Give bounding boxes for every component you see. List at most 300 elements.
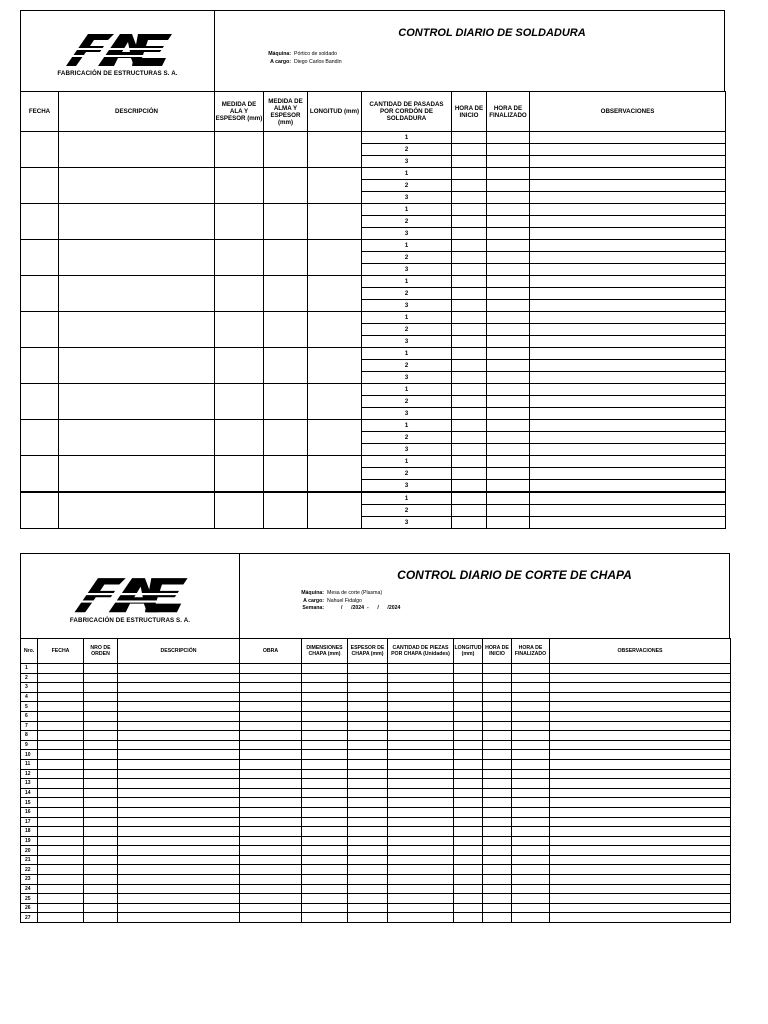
- entry-cell[interactable]: [38, 807, 84, 817]
- entry-cell[interactable]: [118, 740, 240, 750]
- entry-cell[interactable]: [530, 204, 726, 216]
- entry-cell[interactable]: [483, 846, 512, 856]
- entry-cell[interactable]: [388, 750, 454, 760]
- entry-cell[interactable]: [118, 798, 240, 808]
- entry-cell[interactable]: [487, 312, 530, 324]
- entry-cell[interactable]: [487, 156, 530, 168]
- entry-cell[interactable]: [483, 913, 512, 923]
- entry-cell[interactable]: [38, 750, 84, 760]
- entry-cell[interactable]: [21, 456, 59, 493]
- entry-cell[interactable]: [59, 384, 215, 420]
- entry-cell[interactable]: [483, 711, 512, 721]
- entry-cell[interactable]: [388, 731, 454, 741]
- entry-cell[interactable]: [483, 779, 512, 789]
- entry-cell[interactable]: [308, 384, 362, 420]
- entry-cell[interactable]: [512, 827, 550, 837]
- entry-cell[interactable]: [452, 312, 487, 324]
- entry-cell[interactable]: [487, 300, 530, 312]
- entry-cell[interactable]: [118, 721, 240, 731]
- entry-cell[interactable]: [512, 673, 550, 683]
- entry-cell[interactable]: [483, 692, 512, 702]
- entry-cell[interactable]: [487, 372, 530, 384]
- entry-cell[interactable]: [38, 827, 84, 837]
- entry-cell[interactable]: [483, 894, 512, 904]
- entry-cell[interactable]: [550, 798, 731, 808]
- entry-cell[interactable]: [487, 492, 530, 505]
- entry-cell[interactable]: [388, 711, 454, 721]
- entry-cell[interactable]: [454, 769, 483, 779]
- entry-cell[interactable]: [118, 759, 240, 769]
- entry-cell[interactable]: [38, 894, 84, 904]
- entry-cell[interactable]: [59, 312, 215, 348]
- entry-cell[interactable]: [550, 807, 731, 817]
- entry-cell[interactable]: [388, 798, 454, 808]
- entry-cell[interactable]: [264, 276, 308, 312]
- entry-cell[interactable]: [512, 894, 550, 904]
- entry-cell[interactable]: [454, 779, 483, 789]
- entry-cell[interactable]: [302, 711, 348, 721]
- entry-cell[interactable]: [483, 740, 512, 750]
- entry-cell[interactable]: [512, 836, 550, 846]
- entry-cell[interactable]: [388, 683, 454, 693]
- entry-cell[interactable]: [240, 913, 302, 923]
- entry-cell[interactable]: [530, 336, 726, 348]
- entry-cell[interactable]: [512, 865, 550, 875]
- entry-cell[interactable]: [264, 168, 308, 204]
- entry-cell[interactable]: [302, 683, 348, 693]
- entry-cell[interactable]: [530, 276, 726, 288]
- entry-cell[interactable]: [84, 759, 118, 769]
- entry-cell[interactable]: [348, 731, 388, 741]
- entry-cell[interactable]: [530, 324, 726, 336]
- entry-cell[interactable]: [483, 855, 512, 865]
- entry-cell[interactable]: [38, 779, 84, 789]
- entry-cell[interactable]: [38, 673, 84, 683]
- entry-cell[interactable]: [84, 702, 118, 712]
- entry-cell[interactable]: [240, 702, 302, 712]
- entry-cell[interactable]: [302, 836, 348, 846]
- entry-cell[interactable]: [59, 168, 215, 204]
- entry-cell[interactable]: [487, 468, 530, 480]
- entry-cell[interactable]: [550, 664, 731, 674]
- entry-cell[interactable]: [512, 779, 550, 789]
- entry-cell[interactable]: [530, 360, 726, 372]
- entry-cell[interactable]: [215, 168, 264, 204]
- entry-cell[interactable]: [512, 798, 550, 808]
- entry-cell[interactable]: [348, 807, 388, 817]
- entry-cell[interactable]: [530, 505, 726, 517]
- entry-cell[interactable]: [388, 865, 454, 875]
- entry-cell[interactable]: [388, 846, 454, 856]
- entry-cell[interactable]: [452, 408, 487, 420]
- entry-cell[interactable]: [84, 750, 118, 760]
- entry-cell[interactable]: [487, 240, 530, 252]
- entry-cell[interactable]: [348, 855, 388, 865]
- entry-cell[interactable]: [308, 132, 362, 168]
- entry-cell[interactable]: [118, 779, 240, 789]
- entry-cell[interactable]: [302, 807, 348, 817]
- entry-cell[interactable]: [240, 807, 302, 817]
- entry-cell[interactable]: [483, 750, 512, 760]
- entry-cell[interactable]: [240, 759, 302, 769]
- entry-cell[interactable]: [388, 692, 454, 702]
- entry-cell[interactable]: [308, 168, 362, 204]
- entry-cell[interactable]: [215, 132, 264, 168]
- entry-cell[interactable]: [452, 132, 487, 144]
- entry-cell[interactable]: [530, 348, 726, 360]
- entry-cell[interactable]: [118, 664, 240, 674]
- entry-cell[interactable]: [348, 702, 388, 712]
- entry-cell[interactable]: [215, 312, 264, 348]
- entry-cell[interactable]: [240, 827, 302, 837]
- entry-cell[interactable]: [452, 192, 487, 204]
- entry-cell[interactable]: [21, 348, 59, 384]
- entry-cell[interactable]: [84, 788, 118, 798]
- entry-cell[interactable]: [302, 779, 348, 789]
- entry-cell[interactable]: [483, 817, 512, 827]
- entry-cell[interactable]: [38, 836, 84, 846]
- entry-cell[interactable]: [530, 420, 726, 432]
- entry-cell[interactable]: [530, 396, 726, 408]
- entry-cell[interactable]: [84, 836, 118, 846]
- entry-cell[interactable]: [388, 740, 454, 750]
- entry-cell[interactable]: [483, 903, 512, 913]
- entry-cell[interactable]: [118, 711, 240, 721]
- entry-cell[interactable]: [264, 348, 308, 384]
- entry-cell[interactable]: [84, 807, 118, 817]
- entry-cell[interactable]: [530, 312, 726, 324]
- entry-cell[interactable]: [264, 204, 308, 240]
- entry-cell[interactable]: [487, 252, 530, 264]
- entry-cell[interactable]: [38, 855, 84, 865]
- entry-cell[interactable]: [512, 875, 550, 885]
- entry-cell[interactable]: [452, 240, 487, 252]
- entry-cell[interactable]: [118, 817, 240, 827]
- entry-cell[interactable]: [388, 827, 454, 837]
- entry-cell[interactable]: [38, 683, 84, 693]
- entry-cell[interactable]: [530, 372, 726, 384]
- entry-cell[interactable]: [487, 396, 530, 408]
- entry-cell[interactable]: [487, 444, 530, 456]
- entry-cell[interactable]: [530, 264, 726, 276]
- entry-cell[interactable]: [530, 517, 726, 529]
- entry-cell[interactable]: [21, 132, 59, 168]
- entry-cell[interactable]: [454, 702, 483, 712]
- entry-cell[interactable]: [118, 731, 240, 741]
- entry-cell[interactable]: [118, 750, 240, 760]
- entry-cell[interactable]: [240, 836, 302, 846]
- entry-cell[interactable]: [240, 798, 302, 808]
- entry-cell[interactable]: [487, 505, 530, 517]
- entry-cell[interactable]: [308, 276, 362, 312]
- entry-cell[interactable]: [84, 913, 118, 923]
- entry-cell[interactable]: [483, 788, 512, 798]
- entry-cell[interactable]: [21, 168, 59, 204]
- entry-cell[interactable]: [308, 240, 362, 276]
- entry-cell[interactable]: [348, 798, 388, 808]
- entry-cell[interactable]: [302, 817, 348, 827]
- entry-cell[interactable]: [348, 817, 388, 827]
- entry-cell[interactable]: [550, 769, 731, 779]
- entry-cell[interactable]: [348, 740, 388, 750]
- entry-cell[interactable]: [240, 692, 302, 702]
- entry-cell[interactable]: [84, 692, 118, 702]
- entry-cell[interactable]: [512, 759, 550, 769]
- entry-cell[interactable]: [302, 913, 348, 923]
- entry-cell[interactable]: [59, 456, 215, 493]
- entry-cell[interactable]: [487, 204, 530, 216]
- entry-cell[interactable]: [21, 276, 59, 312]
- entry-cell[interactable]: [348, 673, 388, 683]
- entry-cell[interactable]: [483, 769, 512, 779]
- entry-cell[interactable]: [348, 865, 388, 875]
- entry-cell[interactable]: [388, 664, 454, 674]
- entry-cell[interactable]: [454, 807, 483, 817]
- entry-cell[interactable]: [21, 312, 59, 348]
- entry-cell[interactable]: [118, 836, 240, 846]
- entry-cell[interactable]: [512, 721, 550, 731]
- entry-cell[interactable]: [388, 817, 454, 827]
- entry-cell[interactable]: [302, 702, 348, 712]
- entry-cell[interactable]: [388, 875, 454, 885]
- entry-cell[interactable]: [84, 865, 118, 875]
- entry-cell[interactable]: [512, 711, 550, 721]
- entry-cell[interactable]: [215, 384, 264, 420]
- entry-cell[interactable]: [452, 252, 487, 264]
- entry-cell[interactable]: [452, 144, 487, 156]
- entry-cell[interactable]: [38, 711, 84, 721]
- entry-cell[interactable]: [512, 817, 550, 827]
- entry-cell[interactable]: [84, 673, 118, 683]
- entry-cell[interactable]: [454, 827, 483, 837]
- entry-cell[interactable]: [454, 664, 483, 674]
- entry-cell[interactable]: [118, 692, 240, 702]
- entry-cell[interactable]: [38, 692, 84, 702]
- entry-cell[interactable]: [348, 788, 388, 798]
- entry-cell[interactable]: [240, 683, 302, 693]
- entry-cell[interactable]: [59, 240, 215, 276]
- entry-cell[interactable]: [240, 721, 302, 731]
- entry-cell[interactable]: [454, 711, 483, 721]
- entry-cell[interactable]: [512, 683, 550, 693]
- entry-cell[interactable]: [530, 468, 726, 480]
- entry-cell[interactable]: [512, 884, 550, 894]
- entry-cell[interactable]: [118, 903, 240, 913]
- entry-cell[interactable]: [487, 144, 530, 156]
- entry-cell[interactable]: [454, 759, 483, 769]
- entry-cell[interactable]: [530, 300, 726, 312]
- entry-cell[interactable]: [21, 240, 59, 276]
- entry-cell[interactable]: [550, 759, 731, 769]
- entry-cell[interactable]: [38, 769, 84, 779]
- entry-cell[interactable]: [302, 673, 348, 683]
- entry-cell[interactable]: [454, 692, 483, 702]
- entry-cell[interactable]: [550, 865, 731, 875]
- entry-cell[interactable]: [240, 769, 302, 779]
- entry-cell[interactable]: [308, 312, 362, 348]
- entry-cell[interactable]: [38, 664, 84, 674]
- entry-cell[interactable]: [348, 769, 388, 779]
- entry-cell[interactable]: [483, 827, 512, 837]
- entry-cell[interactable]: [512, 807, 550, 817]
- entry-cell[interactable]: [452, 396, 487, 408]
- entry-cell[interactable]: [512, 664, 550, 674]
- entry-cell[interactable]: [550, 702, 731, 712]
- entry-cell[interactable]: [454, 846, 483, 856]
- entry-cell[interactable]: [84, 683, 118, 693]
- entry-cell[interactable]: [483, 807, 512, 817]
- entry-cell[interactable]: [302, 750, 348, 760]
- entry-cell[interactable]: [38, 884, 84, 894]
- entry-cell[interactable]: [487, 264, 530, 276]
- entry-cell[interactable]: [530, 444, 726, 456]
- entry-cell[interactable]: [348, 721, 388, 731]
- entry-cell[interactable]: [84, 711, 118, 721]
- entry-cell[interactable]: [512, 702, 550, 712]
- entry-cell[interactable]: [21, 204, 59, 240]
- entry-cell[interactable]: [452, 180, 487, 192]
- entry-cell[interactable]: [550, 692, 731, 702]
- entry-cell[interactable]: [512, 731, 550, 741]
- entry-cell[interactable]: [302, 855, 348, 865]
- entry-cell[interactable]: [487, 216, 530, 228]
- entry-cell[interactable]: [118, 807, 240, 817]
- entry-cell[interactable]: [452, 228, 487, 240]
- entry-cell[interactable]: [348, 759, 388, 769]
- entry-cell[interactable]: [388, 836, 454, 846]
- entry-cell[interactable]: [388, 721, 454, 731]
- entry-cell[interactable]: [38, 788, 84, 798]
- entry-cell[interactable]: [530, 216, 726, 228]
- entry-cell[interactable]: [512, 750, 550, 760]
- entry-cell[interactable]: [388, 807, 454, 817]
- entry-cell[interactable]: [240, 779, 302, 789]
- entry-cell[interactable]: [240, 750, 302, 760]
- entry-cell[interactable]: [487, 408, 530, 420]
- entry-cell[interactable]: [550, 731, 731, 741]
- entry-cell[interactable]: [452, 384, 487, 396]
- entry-cell[interactable]: [452, 468, 487, 480]
- entry-cell[interactable]: [302, 769, 348, 779]
- entry-cell[interactable]: [348, 750, 388, 760]
- entry-cell[interactable]: [38, 798, 84, 808]
- entry-cell[interactable]: [388, 894, 454, 904]
- entry-cell[interactable]: [483, 884, 512, 894]
- entry-cell[interactable]: [483, 683, 512, 693]
- entry-cell[interactable]: [454, 836, 483, 846]
- entry-cell[interactable]: [302, 903, 348, 913]
- entry-cell[interactable]: [215, 276, 264, 312]
- entry-cell[interactable]: [454, 788, 483, 798]
- entry-cell[interactable]: [348, 875, 388, 885]
- entry-cell[interactable]: [38, 846, 84, 856]
- entry-cell[interactable]: [215, 240, 264, 276]
- entry-cell[interactable]: [308, 492, 362, 529]
- entry-cell[interactable]: [348, 836, 388, 846]
- entry-cell[interactable]: [388, 788, 454, 798]
- entry-cell[interactable]: [452, 456, 487, 468]
- entry-cell[interactable]: [84, 779, 118, 789]
- entry-cell[interactable]: [487, 192, 530, 204]
- entry-cell[interactable]: [38, 731, 84, 741]
- entry-cell[interactable]: [215, 204, 264, 240]
- entry-cell[interactable]: [348, 913, 388, 923]
- entry-cell[interactable]: [302, 827, 348, 837]
- entry-cell[interactable]: [264, 492, 308, 529]
- entry-cell[interactable]: [118, 683, 240, 693]
- entry-cell[interactable]: [487, 168, 530, 180]
- entry-cell[interactable]: [550, 836, 731, 846]
- entry-cell[interactable]: [302, 759, 348, 769]
- entry-cell[interactable]: [38, 903, 84, 913]
- entry-cell[interactable]: [550, 913, 731, 923]
- entry-cell[interactable]: [530, 168, 726, 180]
- entry-cell[interactable]: [550, 884, 731, 894]
- entry-cell[interactable]: [530, 156, 726, 168]
- entry-cell[interactable]: [454, 750, 483, 760]
- entry-cell[interactable]: [454, 817, 483, 827]
- entry-cell[interactable]: [21, 384, 59, 420]
- entry-cell[interactable]: [530, 192, 726, 204]
- entry-cell[interactable]: [84, 894, 118, 904]
- entry-cell[interactable]: [84, 884, 118, 894]
- entry-cell[interactable]: [84, 740, 118, 750]
- entry-cell[interactable]: [530, 132, 726, 144]
- entry-cell[interactable]: [550, 817, 731, 827]
- entry-cell[interactable]: [483, 673, 512, 683]
- entry-cell[interactable]: [550, 711, 731, 721]
- entry-cell[interactable]: [550, 827, 731, 837]
- entry-cell[interactable]: [59, 132, 215, 168]
- entry-cell[interactable]: [454, 875, 483, 885]
- entry-cell[interactable]: [483, 865, 512, 875]
- entry-cell[interactable]: [530, 408, 726, 420]
- entry-cell[interactable]: [452, 505, 487, 517]
- entry-cell[interactable]: [388, 884, 454, 894]
- entry-cell[interactable]: [302, 798, 348, 808]
- entry-cell[interactable]: [38, 913, 84, 923]
- entry-cell[interactable]: [530, 432, 726, 444]
- entry-cell[interactable]: [487, 432, 530, 444]
- entry-cell[interactable]: [240, 855, 302, 865]
- entry-cell[interactable]: [302, 788, 348, 798]
- entry-cell[interactable]: [487, 517, 530, 529]
- entry-cell[interactable]: [550, 894, 731, 904]
- entry-cell[interactable]: [454, 913, 483, 923]
- entry-cell[interactable]: [348, 846, 388, 856]
- entry-cell[interactable]: [240, 894, 302, 904]
- entry-cell[interactable]: [388, 702, 454, 712]
- entry-cell[interactable]: [240, 817, 302, 827]
- entry-cell[interactable]: [240, 903, 302, 913]
- entry-cell[interactable]: [483, 875, 512, 885]
- entry-cell[interactable]: [84, 903, 118, 913]
- entry-cell[interactable]: [487, 384, 530, 396]
- entry-cell[interactable]: [240, 846, 302, 856]
- entry-cell[interactable]: [240, 788, 302, 798]
- entry-cell[interactable]: [452, 480, 487, 493]
- entry-cell[interactable]: [38, 865, 84, 875]
- entry-cell[interactable]: [512, 769, 550, 779]
- entry-cell[interactable]: [215, 456, 264, 493]
- entry-cell[interactable]: [348, 827, 388, 837]
- entry-cell[interactable]: [388, 779, 454, 789]
- entry-cell[interactable]: [550, 673, 731, 683]
- entry-cell[interactable]: [452, 492, 487, 505]
- entry-cell[interactable]: [454, 731, 483, 741]
- entry-cell[interactable]: [483, 798, 512, 808]
- entry-cell[interactable]: [454, 903, 483, 913]
